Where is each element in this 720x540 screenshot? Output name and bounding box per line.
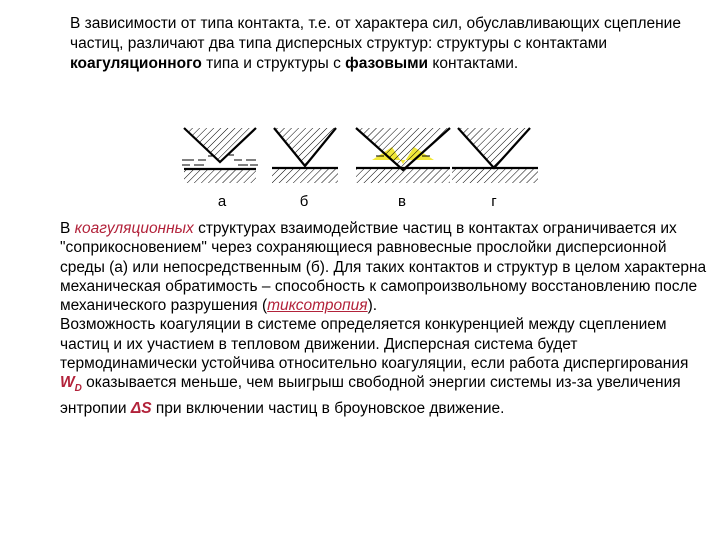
panel-d-upper-particle: [458, 128, 530, 168]
panel-label-d: г: [491, 193, 497, 210]
para2-text-3: при включении частиц в броуновское движение.: [151, 399, 505, 417]
panel-a-upper-particle: [184, 128, 256, 162]
panel-c-upper-particle: [356, 128, 450, 170]
panel-label-b: б: [299, 193, 309, 210]
panel-d-diagram: [452, 128, 538, 183]
para1-text-3: ).: [367, 297, 378, 315]
dispersion-work-letter: W: [60, 374, 75, 392]
para1-text-2: структурах взаимодействие частиц в контактах ограничивается их "соприкосновением" через сохраняющиеся равновесные прослойки дисперсионной среды (а) или непосредственным (б). Для таких контактов и структур в целом характерна механическая обратимость – способность к самопроизвольному восстановлению после механического разрушения (: [60, 220, 707, 315]
para2-text-1: Возможность коагуляции в системе определяется конкуренцией между сцеплением частиц и их участием в тепловом движении. Дисперсная система будет термодинамически устойчива относительно коагуляции, если работа диспергирования: [60, 316, 689, 373]
intro-text-3: контактами.: [428, 55, 519, 72]
panel-b-lower-particle: [272, 169, 338, 183]
term-coagulation: коагуляционных: [74, 220, 194, 237]
intro-text-2: типа и структуры с: [201, 55, 346, 72]
panel-b-upper-particle: [274, 128, 336, 166]
entropy-symbol: ΔS: [130, 399, 152, 417]
panel-d-lower-particle: [452, 169, 538, 183]
panel-b-diagram: [272, 128, 338, 183]
panel-label-a: а: [217, 193, 227, 210]
dispersion-work-symbol: [60, 374, 82, 395]
intro-bold-coagulation: коагуляционного: [70, 55, 202, 72]
contact-types-figure: [172, 120, 552, 220]
intro-bold-phase: фазовыми: [345, 55, 429, 72]
para2-text-2: оказывается меньше, чем выигрыш свободной энергии системы из-за увеличения энтропии: [60, 374, 681, 417]
thixotropy-link[interactable]: тиксотропия: [267, 297, 368, 315]
para1-text-1: В: [60, 220, 75, 237]
panel-a-diagram: [182, 128, 258, 183]
intro-paragraph: [70, 14, 710, 74]
panel-c-diagram: [356, 128, 450, 183]
panel-c-lower-particle: [356, 169, 450, 183]
intro-text-1: В зависимости от типа контакта, т.е. от характера сил, обуславливающих сцепление частиц, различают два типа дисперсных структур: структуры с контактами: [70, 15, 681, 52]
coagulation-paragraph: [60, 219, 710, 315]
body-text: [60, 219, 710, 418]
stability-paragraph: [60, 315, 710, 418]
dispersion-work-subscript: D: [74, 383, 82, 395]
panel-label-c: в: [398, 193, 406, 210]
panel-a-lower-particle: [184, 170, 256, 183]
